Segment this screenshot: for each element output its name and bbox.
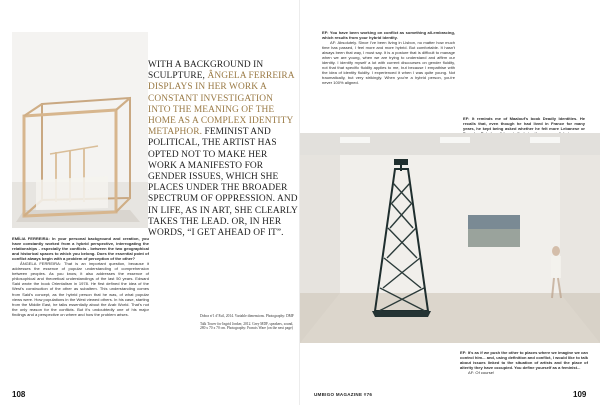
interview-column-right-bottom — [460, 350, 588, 375]
pull-quote-intro: WITH A BACKGROUND IN SCULPTURE, — [148, 60, 264, 82]
interview-column-left — [12, 236, 149, 317]
interview-question: EF: It reminds me of Maalouf's book Deadly Identities. He recalls that, even though he had lived in France for many years, he kept being asked whether he felt more Lebanese or — [463, 116, 585, 132]
magazine-folio: UMBIGO MAGAZINE #76 — [314, 392, 373, 397]
image-captions — [200, 314, 295, 334]
interview-answer: ÂNGELA FERREIRA: That is an important question, because it addresses the essence of popular understanding of comprehension between peoples. As you know, it also addresses the essence of philosophical and theoretical understandings of the last 50 years. Edward Said wrote the book Orientalism in 1978. He first defined the idea of the West's construction of the other as subaltern. This understanding comes from Said's concept, as the hybrid person that he was, of what popular views were. How populations in the West viewed others. In his case, starting from the Middle East, he talks essentially about the Arab World. That's not the only reason for the conflicts. But it's undoubtedly one of his major findings and a perspective on where and how the problem arises. — [12, 261, 149, 317]
frame-sculpture-illustration — [12, 32, 148, 228]
gallery-tower-illustration — [300, 133, 600, 343]
interview-question: EMÍLIA FERREIRA: In your personal background and creation, you have constantly worked from a hybrid perspective, interrogating the relationships - especially the conflicts - between the two geographical and historical spaces to which you belong. Does the essential point of conflict always begin with a problem of perception of the other? — [12, 236, 149, 262]
interview-question: EF: You have been working on conflict as something all-embracing, which results from your hybrid identity. — [322, 30, 455, 41]
pull-quote-body: FEMINIST AND POLITICAL, THE ARTIST HAS OPTED NOT TO MAKE HER WORK A MANIFESTO FOR GENDER ISSUES, WHICH SHE PLACES UNDER THE BROADER SPECTRUM OF OPPRESSION. AND IN LIFE, AS IN ART, SHE CLEARLY TAKES THE LEAD. OR, IN HER WORDS, “I GET AHEAD OF IT”. — [148, 127, 298, 239]
pull-quote — [148, 60, 298, 239]
interview-answer: AF: Absolutely. Since I've been living in Lisbon, no matter how much time has passed, I feel more and more hybrid. But comfortable. It hasn't always been that way, I must say. It is a posture that is difficult to manage when we are young, when we are trying to understand and affirm our identity. I identify myself a lot with current discourses on gender fluidity, not that that specific fluidity applies to me, but because I empathise with the idea of identity fluidity. I experienced it when I was quite young. Not traumatically, but very strikingly. When you're a hybrid person, you're never 100% aligned. — [322, 40, 455, 86]
interview-question: EF: It's as if we push the other to places where we imagine we can control him... and, using definition and conflict, I would like to talk about issues linked to the situation of artists and the place of alterity they have occupied. You define yourself as a feminist... — [460, 350, 588, 371]
gallery-photo — [300, 133, 600, 343]
pull-quote-highlight: ÂNGELA FERREIRA DISPLAYS IN HER WORK A CONSTANT INVESTIGATION INTO THE MEANING OF THE HOME AS A COMPLEX IDENTITY METAPHOR. — [148, 71, 295, 138]
interview-answer: AF: Of course! — [468, 370, 495, 376]
page-number-right: 109 — [573, 390, 587, 399]
page-number-left: 108 — [12, 390, 26, 399]
interview-column-right-top — [322, 30, 455, 86]
sculpture-photo — [12, 32, 148, 228]
caption-sculpture: Dobra nº1 d’Estl, 2014. Variable dimensions. Photography: DMF — [200, 314, 294, 318]
caption-tower: Talk Tower for Ingrid Jonker, 2012. Grey MDF, speakers, sound, 280 x 70 x 70 cm. Photography: Francis Ware (on the next page) — [200, 321, 294, 331]
